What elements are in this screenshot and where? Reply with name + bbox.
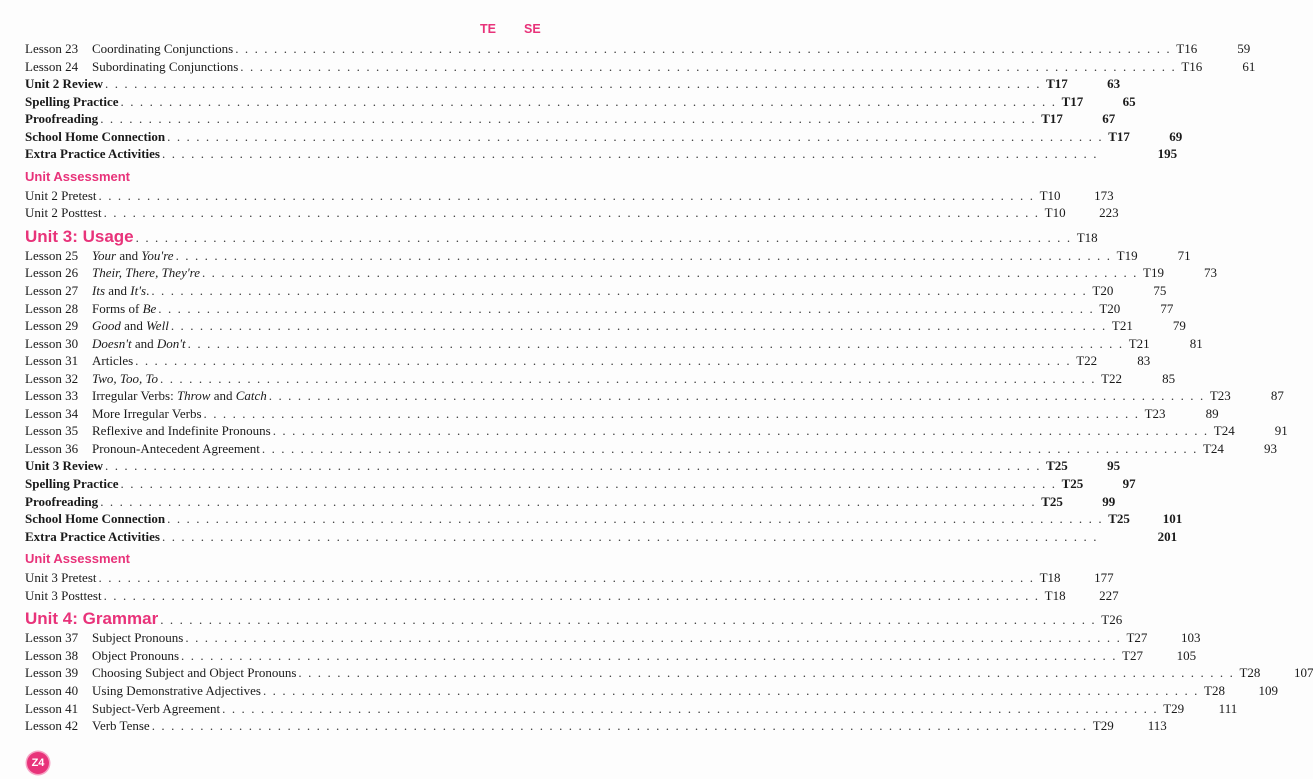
entry-title: Proofreading (25, 111, 99, 127)
se-page: 63 (1107, 76, 1121, 92)
te-page: T23 (1144, 405, 1166, 421)
leader-dots: . . . . . . . . . . . . . . . . . . . . . . . . . . . . . . . . . . . . . . . . . . . . . . . . . . . . . . . . . . . . . . . . . . . . . . . . . . . . . . . . . . . . . . . . . . . . . . . . . (120, 476, 1057, 492)
toc-entry-row (25, 493, 1116, 511)
te-page: T20 (1092, 283, 1114, 299)
se-page: 223 (1099, 205, 1119, 221)
te-page: T19 (1143, 265, 1164, 281)
te-page: T25 (1046, 458, 1068, 474)
toc-lesson-row (25, 300, 1174, 318)
lesson-title-part: Articles (92, 353, 134, 369)
leader-dots: . . . . . . . . . . . . . . . . . . . . . . . . . . . . . . . . . . . . . . . . . . . . . . . . . . . . . . . . . . . . . . . . . . . . . . . . . . . . . . . . . . . . . . . . . . . . . . . . . (240, 58, 1177, 74)
lesson-title (92, 717, 150, 735)
se-page: 201 (1157, 528, 1178, 544)
unit3-heading-row (25, 226, 1098, 247)
lesson-number: Lesson 41 (25, 700, 79, 716)
te-page: T25 (1061, 476, 1084, 492)
lesson-title-part: Reflexive and Indefinite Pronouns (92, 423, 271, 439)
lesson-title-part: Irregular Verbs: (92, 388, 177, 404)
lesson-number: Lesson 28 (25, 300, 79, 316)
lesson-title-part: Object Pronouns (92, 647, 180, 663)
lesson-number: Lesson 29 (25, 318, 79, 334)
entry-title: Spelling Practice (25, 476, 119, 492)
leader-dots: . . . . . . . . . . . . . . . . . . . . . . . . . . . . . . . . . . . . . . . . . . . . . . . . . . . . . . . . . . . . . . . . . . . . . . . . . . . . . . . . . . . . . . . . . . . . . . . . . (103, 205, 1040, 221)
toc-lesson-row (25, 352, 1151, 370)
leader-dots: . . . . . . . . . . . . . . . . . . . . . . . . . . . . . . . . . . . . . . . . . . . . . . . . . . . . . . . . . . . . . . . . . . . . . . . . . . . . . . . . . . . . . . . . . . . . . . . . . (98, 187, 1035, 203)
te-page: T18 (1044, 587, 1066, 603)
se-page: 177 (1094, 570, 1114, 586)
lesson-number: Lesson 34 (25, 405, 79, 421)
lesson-title-part: Its (92, 283, 105, 299)
toc-lesson-row (25, 317, 1186, 335)
lesson-title-part: Well (146, 318, 169, 334)
te-page: T17 (1108, 128, 1130, 144)
leader-dots: . . . . . . . . . . . . . . . . . . . . . . . . . . . . . . . . . . . . . . . . . . . . . . . . . . . . . . . . . . . . . . . . . . . . . . . . . . . . . . . . . . . . . . . . . . . . . . . . . (160, 612, 1097, 628)
te-page: T17 (1046, 76, 1068, 92)
lesson-title (92, 682, 261, 700)
lesson-title (92, 629, 183, 647)
toc-entry-row (25, 204, 1119, 222)
lesson-number: Lesson 30 (25, 335, 79, 351)
lesson-title (92, 664, 296, 682)
se-page: 67 (1102, 111, 1116, 127)
toc-entry-row (25, 510, 1183, 528)
se-page: 93 (1263, 440, 1277, 456)
lesson-title-part: Catch (235, 388, 267, 404)
se-page: 73 (1204, 265, 1218, 281)
lesson-title: Subordinating Conjunctions (92, 58, 239, 74)
te-page: T22 (1101, 370, 1123, 386)
unit3-review-list (25, 457, 1183, 545)
se-page: 105 (1176, 647, 1197, 663)
lesson-title-part: More Irregular Verbs (92, 405, 202, 421)
te-page: T16 (1176, 41, 1198, 56)
unit4-heading-row (25, 608, 1123, 629)
se-page: 79 (1172, 318, 1186, 334)
toc-entry-row (25, 145, 1178, 163)
toc-entry-row (25, 93, 1136, 111)
unit2-assessment-list (25, 187, 1119, 222)
se-page: 107 (1293, 665, 1313, 681)
leader-dots: . . . . . . . . . . . . . . . . . . . . . . . . . . . . . . . . . . . . . . . . . . . . . . . . . . . . . . . . . . . . . . . . . . . . . . . . . . . . . . . . . . . . . . . . . . . . . . . . . (135, 229, 1072, 245)
leader-dots: . . . . . . . . . . . . . . . . . . . . . . . . . . . . . . . . . . . . . . . . . . . . . . . . . . . . . . . . . . . . . . . . . . . . . . . . . . . . . . . . . . . . . . . . . . . . . . . . . (201, 265, 1139, 281)
toc-lesson-row (25, 440, 1277, 458)
toc-entry-row (25, 128, 1183, 146)
se-column-label: SE (524, 22, 541, 36)
toc-lesson-row (25, 247, 1191, 265)
se-page: 103 (1180, 630, 1201, 646)
toc-entry-row (25, 457, 1121, 475)
unit3-te-page: T18 (1076, 229, 1098, 245)
se-page: 85 (1162, 370, 1176, 386)
te-page: T29 (1092, 718, 1114, 734)
lesson-title-part: Throw (176, 388, 211, 404)
lesson-title-part: and (105, 283, 131, 299)
lesson-number: Lesson 27 (25, 283, 79, 299)
toc-lesson-row (25, 282, 1167, 300)
se-page: 109 (1258, 682, 1279, 698)
lesson-number: Lesson 26 (25, 265, 79, 281)
lesson-title-part: Subject-Verb Agreement (92, 700, 221, 716)
toc-entry-row (25, 187, 1114, 205)
te-page: T24 (1202, 440, 1224, 456)
leader-dots: . . . . . . . . . . . . . . . . . . . . . . . . . . . . . . . . . . . . . . . . . . . . . . . . . . . . . . . . . . . . . . . . . . . . . . . . . . . . . . . . . . . . . . . . . . . . . . . . . (151, 283, 1088, 299)
leader-dots: . . . . . . . . . . . . . . . . . . . . . . . . . . . . . . . . . . . . . . . . . . . . . . . . . . . . . . . . . . . . . . . . . . . . . . . . . . . . . . . . . . . . . . . . . . . . . . . . . (235, 41, 1172, 56)
te-page: T17 (1041, 111, 1063, 127)
se-page: 59 (1237, 41, 1251, 56)
lesson-title-part: Good (92, 318, 121, 334)
entry-title: Extra Practice Activities (25, 528, 160, 544)
lesson-title (92, 387, 267, 405)
lesson-title-part: You're (141, 247, 174, 263)
leader-dots: . . . . . . . . . . . . . . . . . . . . . . . . . . . . . . . . . . . . . . . . . . . . . . . . . . . . . . . . . . . . . . . . . . . . . . . . . . . . . . . . . . . . . . . . . . . . . . . . . (222, 700, 1159, 716)
leader-dots: . . . . . . . . . . . . . . . . . . . . . . . . . . . . . . . . . . . . . . . . . . . . . . . . . . . . . . . . . . . . . . . . . . . . . . . . . . . . . . . . . . . . . . . . . . . . . . . . . (298, 665, 1235, 681)
lesson-title-part: Your (92, 247, 117, 263)
lesson-title-part: . (146, 283, 150, 299)
leader-dots: . . . . . . . . . . . . . . . . . . . . . . . . . . . . . . . . . . . . . . . . . . . . . . . . . . . . . . . . . . . . . . . . . . . . . . . . . . . . . . . . . . . . . . . . . . . . . . . . . (160, 370, 1097, 386)
unit3-assessment-heading: Unit Assessment (25, 551, 130, 567)
te-page: T27 (1122, 647, 1144, 663)
entry-title: Unit 2 Pretest (25, 187, 97, 203)
leader-dots: . . . . . . . . . . . . . . . . . . . . . . . . . . . . . . . . . . . . . . . . . . . . . . . . . . . . . . . . . . . . . . . . . . . . . . . . . . . . . . . . . . . . . . . . . . . . . . . . . (268, 388, 1205, 404)
lesson-title-part: Using Demonstrative Adjectives (92, 682, 261, 698)
leader-dots: . . . . . . . . . . . . . . . . . . . . . . . . . . . . . . . . . . . . . . . . . . . . . . . . . . . . . . . . . . . . . . . . . . . . . . . . . . . . . . . . . . . . . . . . . . . . . . . . . (261, 440, 1198, 456)
lesson-title (92, 317, 169, 335)
te-page: T21 (1128, 335, 1150, 351)
se-page: 173 (1094, 187, 1114, 203)
page-number-badge: Z4 (27, 752, 49, 774)
toc-lesson-row (25, 264, 1218, 282)
toc-lesson-row (25, 700, 1238, 718)
leader-dots: . . . . . . . . . . . . . . . . . . . . . . . . . . . . . . . . . . . . . . . . . . . . . . . . . . . . . . . . . . . . . . . . . . . . . . . . . . . . . . . . . . . . . . . . . . . . . . . . . (181, 647, 1118, 663)
se-page: 61 (1242, 58, 1256, 74)
unit3-lessons (25, 247, 1288, 458)
entry-title: School Home Connection (25, 511, 166, 527)
unit4-te-page: T26 (1101, 612, 1123, 628)
unit4-lessons (25, 629, 1313, 734)
lesson-title-part: Forms of (92, 300, 143, 316)
leader-dots: . . . . . . . . . . . . . . . . . . . . . . . . . . . . . . . . . . . . . . . . . . . . . . . . . . . . . . . . . . . . . . . . . . . . . . . . . . . . . . . . . . . . . . . . . . . . . . . . . (170, 318, 1107, 334)
te-page: T29 (1163, 700, 1185, 716)
lesson-title (92, 264, 200, 282)
se-page: 111 (1218, 700, 1238, 716)
entry-title: Unit 3 Posttest (25, 587, 102, 603)
leader-dots: . . . . . . . . . . . . . . . . . . . . . . . . . . . . . . . . . . . . . . . . . . . . . . . . . . . . . . . . . . . . . . . . . . . . . . . . . . . . . . . . . . . . . . . . . . . . . . . . . (151, 718, 1088, 734)
lesson-title (92, 700, 220, 718)
lesson-title (92, 405, 202, 423)
lesson-title (92, 352, 133, 370)
lesson-number: Lesson 38 (25, 647, 79, 663)
toc-entry-row (25, 569, 1114, 587)
table-of-contents (25, 18, 1313, 735)
unit2-review-list (25, 75, 1183, 163)
leader-dots: . . . . . . . . . . . . . . . . . . . . . . . . . . . . . . . . . . . . . . . . . . . . . . . . . . . . . . . . . . . . . . . . . . . . . . . . . . . . . . . . . . . . . . . . . . . . . . . . . (175, 247, 1112, 263)
lesson-title-part: Choosing Subject and Object Pronouns (92, 665, 297, 681)
lesson-title-part: It's (130, 283, 147, 299)
lesson-title-part: Two, Too, To (92, 370, 159, 386)
lesson-number: Lesson 23 (25, 41, 79, 56)
se-page: 75 (1153, 283, 1167, 299)
lesson-number: Lesson 40 (25, 682, 79, 698)
leader-dots: . . . . . . . . . . . . . . . . . . . . . . . . . . . . . . . . . . . . . . . . . . . . . . . . . . . . . . . . . . . . . . . . . . . . . . . . . . . . . . . . . . . . . . . . . . . . . . . . . (162, 528, 1099, 544)
lesson-number: Lesson 37 (25, 630, 79, 646)
toc-lesson-row (25, 422, 1288, 440)
toc-entry-row (25, 110, 1116, 128)
te-page: T10 (1044, 205, 1066, 221)
lesson-title-part: and (120, 318, 147, 334)
unit2-lessons (25, 40, 1256, 75)
se-page: 113 (1147, 718, 1167, 734)
unit4-heading: Unit 4: Grammar (25, 609, 159, 629)
lesson-title-part: and (210, 388, 236, 404)
se-page: 69 (1169, 128, 1183, 144)
lesson-number: Lesson 24 (25, 58, 79, 74)
te-page: T28 (1204, 682, 1225, 698)
te-page: T10 (1039, 187, 1061, 203)
se-page: 195 (1157, 146, 1178, 162)
lesson-number: Lesson 31 (25, 353, 79, 369)
toc-lesson-row (25, 717, 1167, 735)
unit2-assessment-heading: Unit Assessment (25, 168, 130, 184)
entry-title: Proofreading (25, 493, 99, 509)
lesson-number: Lesson 36 (25, 440, 79, 456)
se-page: 99 (1102, 493, 1116, 509)
toc-lesson-row (25, 40, 1251, 58)
se-page: 101 (1162, 511, 1183, 527)
se-page: 71 (1177, 247, 1191, 263)
entry-title: Unit 2 Review (25, 76, 103, 92)
leader-dots: . . . . . . . . . . . . . . . . . . . . . . . . . . . . . . . . . . . . . . . . . . . . . . . . . . . . . . . . . . . . . . . . . . . . . . . . . . . . . . . . . . . . . . . . . . . . . . . . . (162, 146, 1099, 162)
toc-lesson-row (25, 58, 1256, 76)
te-page: T25 (1041, 493, 1063, 509)
leader-dots: . . . . . . . . . . . . . . . . . . . . . . . . . . . . . . . . . . . . . . . . . . . . . . . . . . . . . . . . . . . . . . . . . . . . . . . . . . . . . . . . . . . . . . . . . . . . . . . . . (100, 493, 1037, 509)
lesson-title-part: Pronoun-Antecedent Agreement (92, 440, 260, 456)
se-page: 95 (1107, 458, 1121, 474)
se-page: 83 (1137, 353, 1151, 369)
lesson-title (92, 300, 156, 318)
leader-dots: . . . . . . . . . . . . . . . . . . . . . . . . . . . . . . . . . . . . . . . . . . . . . . . . . . . . . . . . . . . . . . . . . . . . . . . . . . . . . . . . . . . . . . . . . . . . . . . . . (98, 570, 1035, 586)
se-page: 227 (1099, 587, 1119, 603)
te-page: T27 (1126, 630, 1148, 646)
te-page: T28 (1239, 665, 1261, 681)
entry-title: School Home Connection (25, 128, 166, 144)
lesson-title: Coordinating Conjunctions (92, 41, 234, 56)
lesson-title-part: Subject Pronouns (92, 630, 184, 646)
lesson-title-part: Don't (156, 335, 186, 351)
se-page: 91 (1274, 423, 1288, 439)
unit3-assessment-list (25, 569, 1119, 604)
lesson-title (92, 370, 158, 388)
lesson-title-part: Verb Tense (92, 718, 150, 734)
toc-entry-row (25, 528, 1178, 546)
leader-dots: . . . . . . . . . . . . . . . . . . . . . . . . . . . . . . . . . . . . . . . . . . . . . . . . . . . . . . . . . . . . . . . . . . . . . . . . . . . . . . . . . . . . . . . . . . . . . . . . . (167, 511, 1104, 527)
lesson-number: Lesson 42 (25, 718, 79, 734)
se-page: 87 (1270, 388, 1284, 404)
leader-dots: . . . . . . . . . . . . . . . . . . . . . . . . . . . . . . . . . . . . . . . . . . . . . . . . . . . . . . . . . . . . . . . . . . . . . . . . . . . . . . . . . . . . . . . . . . . . . . . . . (272, 423, 1209, 439)
te-page: T19 (1116, 247, 1138, 263)
leader-dots: . . . . . . . . . . . . . . . . . . . . . . . . . . . . . . . . . . . . . . . . . . . . . . . . . . . . . . . . . . . . . . . . . . . . . . . . . . . . . . . . . . . . . . . . . . . . . . . . . (105, 76, 1042, 92)
te-page: T24 (1213, 423, 1235, 439)
leader-dots: . . . . . . . . . . . . . . . . . . . . . . . . . . . . . . . . . . . . . . . . . . . . . . . . . . . . . . . . . . . . . . . . . . . . . . . . . . . . . . . . . . . . . . . . . . . . . . . . . (262, 682, 1200, 698)
lesson-number: Lesson 25 (25, 247, 79, 263)
lesson-title (92, 282, 149, 300)
leader-dots: . . . . . . . . . . . . . . . . . . . . . . . . . . . . . . . . . . . . . . . . . . . . . . . . . . . . . . . . . . . . . . . . . . . . . . . . . . . . . . . . . . . . . . . . . . . . . . . . . (203, 405, 1140, 421)
entry-title: Unit 2 Posttest (25, 205, 102, 221)
toc-lesson-row (25, 664, 1313, 682)
se-page: 77 (1160, 300, 1174, 316)
leader-dots: . . . . . . . . . . . . . . . . . . . . . . . . . . . . . . . . . . . . . . . . . . . . . . . . . . . . . . . . . . . . . . . . . . . . . . . . . . . . . . . . . . . . . . . . . . . . . . . . . (103, 587, 1040, 603)
se-page: 97 (1122, 476, 1136, 492)
te-page: T22 (1076, 353, 1098, 369)
te-column-label: TE (480, 22, 496, 36)
te-page: T17 (1061, 93, 1084, 109)
leader-dots: . . . . . . . . . . . . . . . . . . . . . . . . . . . . . . . . . . . . . . . . . . . . . . . . . . . . . . . . . . . . . . . . . . . . . . . . . . . . . . . . . . . . . . . . . . . . . . . . . (105, 458, 1042, 474)
lesson-title (92, 647, 179, 665)
te-page: T16 (1181, 58, 1203, 74)
leader-dots: . . . . . . . . . . . . . . . . . . . . . . . . . . . . . . . . . . . . . . . . . . . . . . . . . . . . . . . . . . . . . . . . . . . . . . . . . . . . . . . . . . . . . . . . . . . . . . . . . (135, 353, 1072, 369)
lesson-title-part: Be (142, 300, 157, 316)
entry-title: Extra Practice Activities (25, 146, 160, 162)
entry-title: Unit 3 Review (25, 458, 103, 474)
toc-entry-row (25, 75, 1121, 93)
se-page: 65 (1122, 93, 1136, 109)
lesson-number: Lesson 32 (25, 370, 79, 386)
lesson-number: Lesson 33 (25, 388, 79, 404)
leader-dots: . . . . . . . . . . . . . . . . . . . . . . . . . . . . . . . . . . . . . . . . . . . . . . . . . . . . . . . . . . . . . . . . . . . . . . . . . . . . . . . . . . . . . . . . . . . . . . . . . (185, 630, 1122, 646)
toc-entry-row (25, 587, 1119, 605)
leader-dots: . . . . . . . . . . . . . . . . . . . . . . . . . . . . . . . . . . . . . . . . . . . . . . . . . . . . . . . . . . . . . . . . . . . . . . . . . . . . . . . . . . . . . . . . . . . . . . . . . (167, 128, 1104, 144)
lesson-title-part: Their, There, They're (92, 265, 200, 281)
entry-title: Spelling Practice (25, 93, 119, 109)
se-page: 89 (1205, 405, 1219, 421)
lesson-title-part: and (131, 335, 157, 351)
leader-dots: . . . . . . . . . . . . . . . . . . . . . . . . . . . . . . . . . . . . . . . . . . . . . . . . . . . . . . . . . . . . . . . . . . . . . . . . . . . . . . . . . . . . . . . . . . . . . . . . . (100, 111, 1037, 127)
toc-lesson-row (25, 405, 1219, 423)
lesson-title (92, 422, 271, 440)
unit3-heading: Unit 3: Usage (25, 226, 134, 246)
toc-lesson-row (25, 387, 1284, 405)
lesson-title (92, 335, 186, 353)
leader-dots: . . . . . . . . . . . . . . . . . . . . . . . . . . . . . . . . . . . . . . . . . . . . . . . . . . . . . . . . . . . . . . . . . . . . . . . . . . . . . . . . . . . . . . . . . . . . . . . . . (187, 335, 1124, 351)
leader-dots: . . . . . . . . . . . . . . . . . . . . . . . . . . . . . . . . . . . . . . . . . . . . . . . . . . . . . . . . . . . . . . . . . . . . . . . . . . . . . . . . . . . . . . . . . . . . . . . . . (120, 93, 1057, 109)
lesson-title-part: Doesn't (92, 335, 132, 351)
toc-lesson-row (25, 335, 1203, 353)
toc-entry-row (25, 475, 1136, 493)
toc-lesson-row (25, 647, 1197, 665)
lesson-number: Lesson 35 (25, 423, 79, 439)
leader-dots: . . . . . . . . . . . . . . . . . . . . . . . . . . . . . . . . . . . . . . . . . . . . . . . . . . . . . . . . . . . . . . . . . . . . . . . . . . . . . . . . . . . . . . . . . . . . . . . . . (158, 300, 1095, 316)
lesson-title (92, 247, 174, 265)
toc-lesson-row (25, 629, 1201, 647)
te-page: T20 (1099, 300, 1121, 316)
lesson-title-part: and (116, 247, 142, 263)
column-header (25, 18, 557, 40)
entry-title: Unit 3 Pretest (25, 570, 97, 586)
toc-lesson-row (25, 370, 1176, 388)
lesson-number: Lesson 39 (25, 665, 79, 681)
te-page: T18 (1039, 570, 1061, 586)
toc-lesson-row (25, 682, 1279, 700)
te-page: T23 (1209, 388, 1231, 404)
se-page: 81 (1189, 335, 1203, 351)
te-page: T21 (1111, 318, 1133, 334)
lesson-title (92, 440, 260, 458)
te-page: T25 (1108, 511, 1130, 527)
